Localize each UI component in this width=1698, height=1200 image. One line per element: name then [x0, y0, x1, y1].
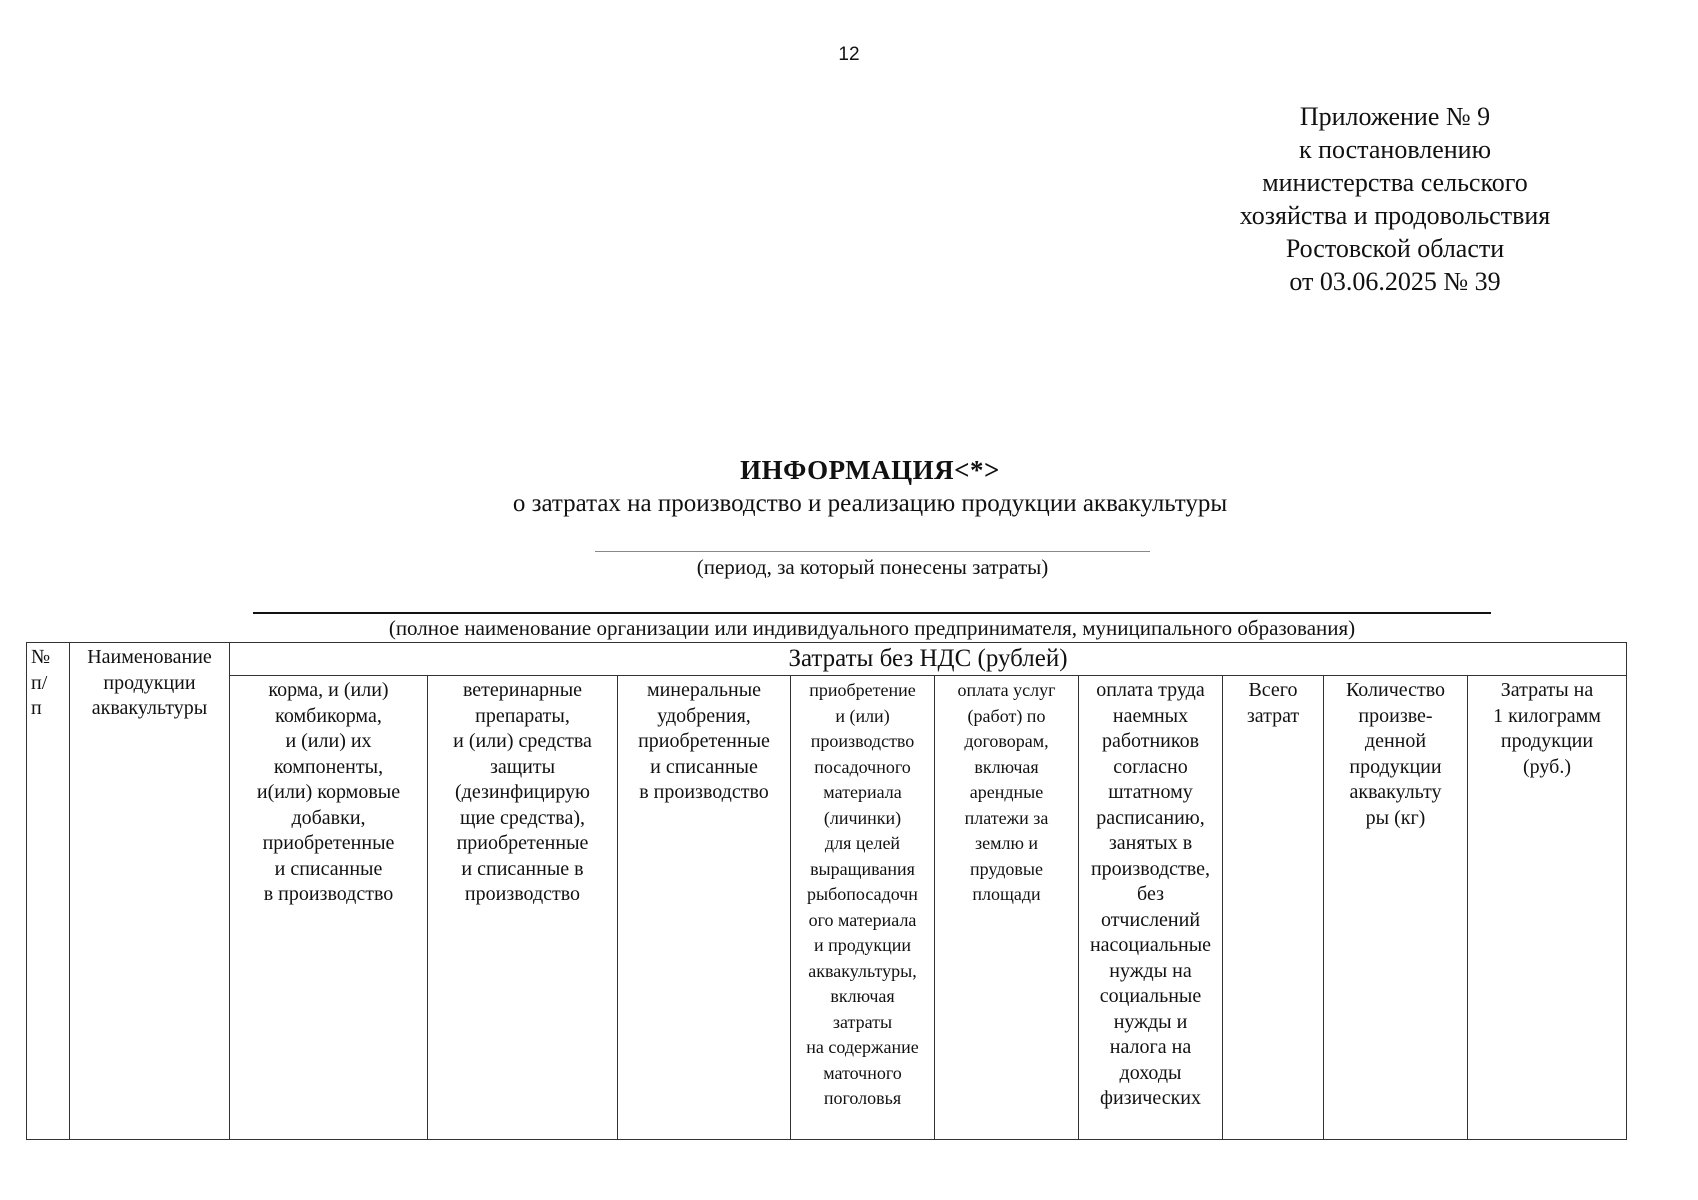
document-subtitle: о затратах на производство и реализацию продукции аквакультуры	[512, 490, 1228, 517]
column-group-header: Затраты без НДС (рублей)	[230, 643, 1627, 676]
appendix-block	[1195, 100, 1595, 298]
document-title: ИНФОРМАЦИЯ<*>	[740, 455, 1000, 485]
column-header-cost-per-kg: Затраты на 1 килограмм продукции (руб.)	[1468, 676, 1627, 1140]
page-number: 12	[838, 44, 860, 65]
organization-caption: (полное наименование организации или индивидуального предпринимателя, муниципального образования)	[388, 616, 1356, 640]
column-header-product: Наименование продукции аквакультуры	[70, 643, 230, 1140]
column-header-planting-material: приобретение и (или) производство посадочного материала (личинки) для целей выращивания рыбопосадочн ого материала и продукции аквакультуры, включая затраты на содержание маточного поголовья	[791, 676, 935, 1140]
costs-table	[26, 642, 1627, 1140]
column-header-total: Всего затрат	[1223, 676, 1324, 1140]
column-header-fertilizers: минеральные удобрения, приобретенные и списанные в производство	[618, 676, 791, 1140]
table-subheader-row	[27, 676, 1627, 1140]
appendix-line: Ростовской области	[1285, 234, 1505, 263]
appendix-line: от 03.06.2025 № 39	[1289, 267, 1501, 296]
period-underline	[595, 551, 1150, 552]
appendix-line: к постановлению	[1298, 135, 1492, 164]
column-header-services: оплата услуг (работ) по договорам, включая арендные платежи за землю и прудовые площади	[935, 676, 1079, 1140]
period-caption: (период, за который понесены затраты)	[696, 555, 1049, 579]
column-header-number: № п/ п	[27, 643, 70, 1140]
column-header-quantity: Количество произве- денной продукции аквакульту ры (кг)	[1324, 676, 1468, 1140]
column-header-feed: корма, и (или) комбикорма, и (или) их компоненты, и(или) кормовые добавки, приобретенные и списанные в производство	[230, 676, 428, 1140]
appendix-line: Приложение № 9	[1299, 102, 1491, 131]
appendix-line: хозяйства и продовольствия	[1239, 201, 1551, 230]
table-header-row	[27, 643, 1627, 676]
column-header-wages: оплата труда наемных работников согласно штатному расписанию, занятых в производстве, без отчислений насоциальные нужды на социальные нужды и налога на доходы физических	[1079, 676, 1223, 1140]
column-header-veterinary: ветеринарные препараты, и (или) средства защиты (дезинфицирую щие средства), приобретенные и списанные в производство	[428, 676, 618, 1140]
organization-underline	[253, 612, 1491, 614]
appendix-line: министерства сельского	[1262, 168, 1528, 197]
